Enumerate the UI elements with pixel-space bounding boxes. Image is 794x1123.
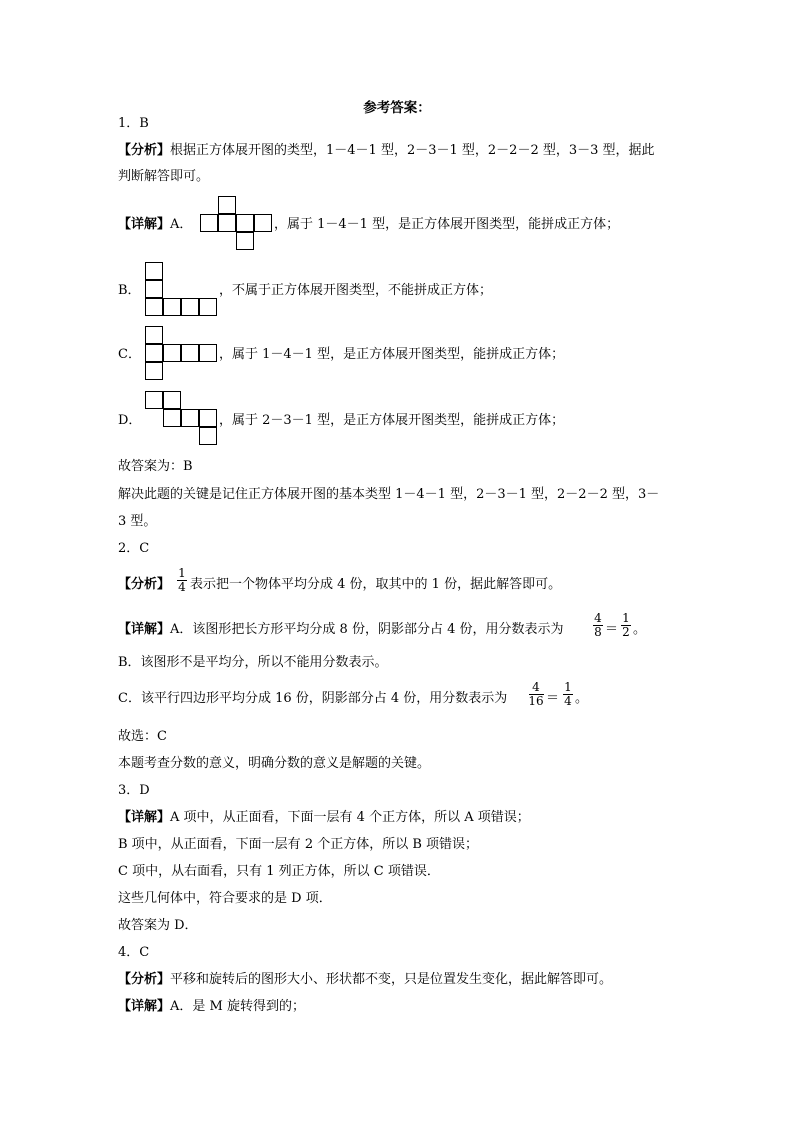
period: 。: [633, 622, 647, 637]
q2-analysis-tag: 【分析】: [118, 577, 171, 592]
q3-line-4: 这些几何体中，符合要求的是 D 项．: [118, 891, 332, 906]
analysis-tag: 【分析】: [118, 972, 171, 987]
q2-c-text: C．该平行四边形平均分成 16 份，阴影部分占 4 份，用分数表示为: [118, 691, 508, 706]
fraction-four-eighths: [592, 612, 604, 639]
q1-analysis-text: 根据正方体展开图的类型，1－4－1 型，2－3－1 型，2－2－2 型，3－3 型，据此: [170, 143, 655, 158]
q2-analysis-text: 表示把一个物体平均分成 4 份，取其中的 1 份，据此解答即可。: [190, 577, 562, 592]
analysis-tag: 【分析】: [118, 143, 171, 158]
q2-number: 2．C: [118, 541, 150, 556]
q1-b-text: ，不属于正方体展开图类型，不能拼成正方体；: [219, 283, 493, 298]
denominator: 4: [564, 694, 572, 708]
q4-a-text: A．是 M 旋转得到的；: [170, 999, 305, 1014]
page-title: 参考答案：: [363, 100, 431, 116]
q2-answer: 故选：C: [118, 729, 167, 744]
denominator: 4: [178, 580, 186, 594]
q1-analysis-line-1: [118, 143, 655, 159]
q3-line-3: C 项中，从右面看，只有 1 列正方体，所以 C 项错误．: [118, 864, 440, 879]
denominator: 8: [594, 625, 602, 639]
q1-b-prefix: B．: [118, 283, 141, 298]
numerator: 4: [532, 680, 540, 694]
q1-analysis-line-2: 判断解答即可。: [118, 169, 210, 184]
q4-number: 4．C: [118, 945, 150, 960]
q4-detail-a: [118, 999, 305, 1015]
q2-detail-a: [118, 622, 563, 638]
q1-a-text: ，属于 1－4－1 型，是正方体展开图类型，能拼成正方体；: [274, 217, 620, 232]
equals-sign: ＝: [605, 622, 619, 637]
detail-tag: 【详解】: [118, 999, 171, 1014]
q4-analysis: [118, 972, 612, 988]
numerator: 1: [564, 680, 572, 694]
numerator: 1: [622, 611, 630, 625]
detail-tag: 【详解】: [118, 622, 171, 637]
fraction-four-sixteenths: [528, 681, 544, 708]
numerator: 4: [594, 611, 602, 625]
q2-b-text: B．该图形不是平均分，所以不能用分数表示。: [118, 655, 388, 670]
q1-c-text: ，属于 1－4－1 型，是正方体展开图类型，能拼成正方体；: [219, 347, 565, 362]
denominator: 2: [622, 625, 630, 639]
fraction-one-quarter: [176, 567, 188, 594]
period: 。: [575, 691, 589, 706]
detail-tag: 【详解】: [118, 217, 171, 232]
q3-answer: 故答案为 D．: [118, 918, 198, 933]
q1-key-line-2: 3 型。: [118, 514, 157, 529]
q3-number: 3．D: [118, 783, 150, 798]
q1-d-prefix: D．: [118, 413, 142, 428]
detail-tag: 【详解】: [118, 810, 171, 825]
denominator: 16: [528, 694, 544, 708]
q1-answer: 故答案为：B: [118, 459, 193, 474]
q1-a-prefix: A．: [170, 217, 193, 232]
q1-option-a-line: [118, 217, 192, 233]
q1-d-text: ，属于 2－3－1 型，是正方体展开图类型，能拼成正方体；: [219, 413, 565, 428]
q2-a-text: A．该图形把长方形平均分成 8 份，阴影部分占 4 份，用分数表示为: [170, 622, 564, 637]
fraction-one-quarter: [562, 681, 574, 708]
q1-c-prefix: C．: [118, 347, 141, 362]
q2-summary: 本题考查分数的意义，明确分数的意义是解题的关键。: [118, 756, 431, 771]
fraction-one-half: [620, 612, 632, 639]
numerator: 1: [178, 566, 186, 580]
q1-key-line-1: 解决此题的关键是记住正方体展开图的基本类型 1－4－1 型，2－3－1 型，2－2－2 型，3－: [118, 487, 660, 502]
equals-sign: ＝: [546, 691, 560, 706]
q4-analysis-text: 平移和旋转后的图形大小、形状都不变，只是位置发生变化，据此解答即可。: [170, 972, 613, 987]
q3-line-2: B 项中，从正面看，下面一层有 2 个正方体，所以 B 项错误；: [118, 837, 479, 852]
q1-number: 1．B: [118, 116, 149, 131]
q3-line-1: [118, 810, 530, 826]
q3-l1-text: A 项中，从正面看，下面一层有 4 个正方体，所以 A 项错误；: [170, 810, 530, 825]
